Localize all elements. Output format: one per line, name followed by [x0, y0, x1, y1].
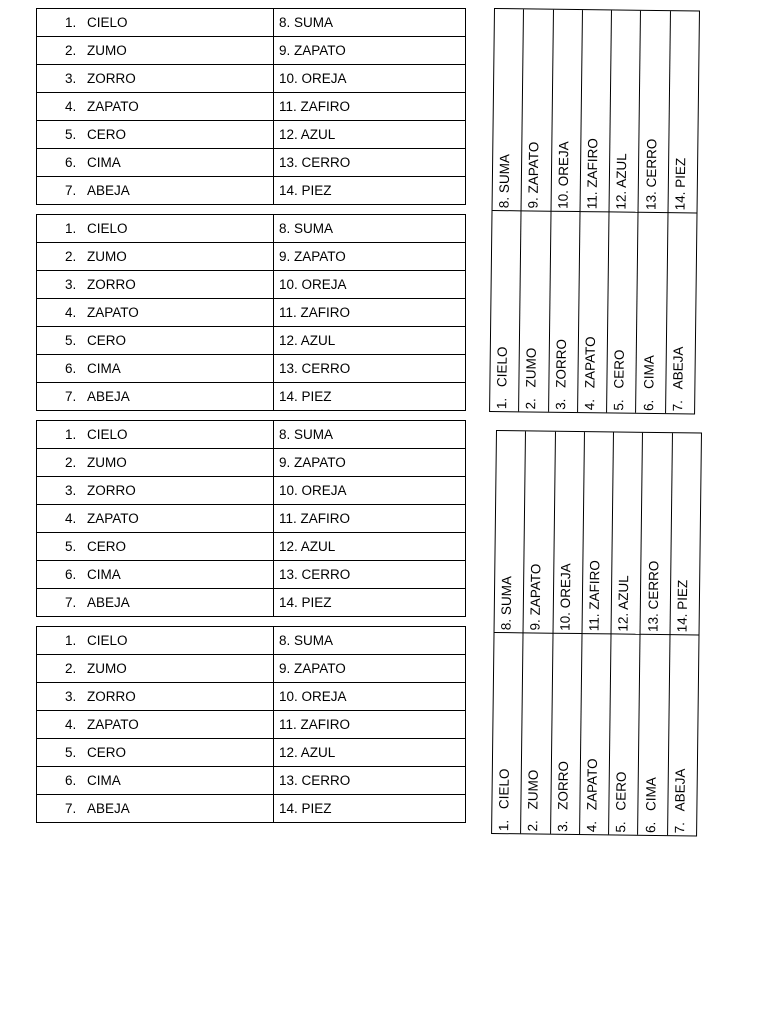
card-top-cell — [670, 433, 701, 635]
word-table-3 — [36, 420, 466, 617]
numbered-word — [611, 349, 628, 410]
word-table-4 — [36, 626, 466, 823]
word: 9. ZAPATO — [525, 141, 542, 209]
left-cell — [37, 355, 274, 383]
vertical-card-grid — [489, 8, 700, 414]
card-top-cell — [551, 10, 582, 212]
table-row — [37, 215, 466, 243]
word-table-body — [37, 421, 466, 617]
word: 14. PIEZ — [674, 579, 691, 632]
table-row — [37, 589, 466, 617]
item-number: 3. — [65, 689, 77, 704]
card-bottom-cell — [549, 211, 580, 412]
item-number: 5. — [613, 821, 629, 833]
right-cell: 9. ZAPATO — [274, 243, 466, 271]
word: CIELO — [87, 633, 128, 648]
right-cell: 10. OREJA — [274, 477, 466, 505]
item-number: 7. — [65, 595, 77, 610]
word: ABEJA — [87, 595, 130, 610]
table-row — [37, 711, 466, 739]
numbered-word — [555, 761, 572, 832]
right-cell: 11. ZAFIRO — [274, 93, 466, 121]
item-number: 3. — [552, 398, 568, 410]
word-table-2 — [36, 214, 466, 411]
item-number: 1. — [65, 15, 77, 30]
card-bottom-cell — [521, 633, 552, 834]
numbered-word — [524, 348, 541, 410]
item-number: 2. — [65, 43, 77, 58]
card-column — [579, 432, 613, 834]
word: 9. ZAPATO — [527, 563, 544, 631]
word: 8. SUMA — [498, 575, 515, 630]
card-top-cell — [610, 10, 641, 212]
numbered-word — [672, 768, 689, 833]
right-cell: 8. SUMA — [274, 9, 466, 37]
word: CERO — [87, 333, 127, 348]
item-number: 5. — [65, 127, 77, 142]
table-row — [37, 93, 466, 121]
item-number: 5. — [65, 333, 77, 348]
left-cell — [37, 561, 274, 589]
card-column — [665, 11, 699, 413]
left-cell — [37, 505, 274, 533]
word: ZORRO — [555, 761, 571, 810]
item-number: 6. — [640, 399, 656, 412]
word: ABEJA — [670, 346, 686, 390]
card-column — [606, 10, 640, 412]
card-column — [492, 431, 525, 833]
left-cell — [37, 121, 274, 149]
card-top-cell — [668, 11, 699, 213]
table-row — [37, 627, 466, 655]
table-row — [37, 271, 466, 299]
word: ZUMO — [523, 347, 540, 388]
table-row — [37, 327, 466, 355]
table-row — [37, 561, 466, 589]
item-number: 7. — [669, 399, 686, 412]
word: 12. AZUL — [615, 574, 632, 632]
card-bottom-cell — [636, 212, 667, 413]
card-bottom-cell — [609, 634, 640, 835]
item-number: 6. — [65, 155, 77, 170]
left-cell — [37, 37, 274, 65]
word: 10. OREJA — [555, 140, 572, 209]
table-row — [37, 795, 466, 823]
left-cell — [37, 177, 274, 205]
word: CIMA — [87, 155, 121, 170]
card-column — [635, 11, 669, 413]
table-row — [37, 37, 466, 65]
word: ZORRO — [87, 71, 136, 86]
word: ZUMO — [87, 455, 127, 470]
table-row — [37, 243, 466, 271]
left-cell — [37, 655, 274, 683]
left-cell — [37, 533, 274, 561]
vertical-card-grid — [491, 430, 702, 836]
right-cell: 12. AZUL — [274, 739, 466, 767]
right-cell: 8. SUMA — [274, 215, 466, 243]
numbered-word — [643, 777, 660, 833]
right-cell: 13. CERRO — [274, 355, 466, 383]
word: CIMA — [87, 567, 121, 582]
item-number: 7. — [65, 183, 77, 198]
card-column — [667, 433, 701, 835]
table-row — [37, 655, 466, 683]
card-column — [520, 431, 554, 833]
card-bottom-cell — [551, 633, 582, 834]
right-cell: 13. CERRO — [274, 561, 466, 589]
right-cell: 14. PIEZ — [274, 177, 466, 205]
word-table-body — [37, 215, 466, 411]
card-bottom-cell — [580, 634, 611, 835]
word: 11. ZAFIRO — [586, 559, 603, 631]
word: CIELO — [87, 221, 128, 236]
item-number: 4. — [582, 398, 598, 411]
card-column — [637, 433, 671, 835]
item-number: 1. — [496, 819, 512, 832]
item-number: 5. — [65, 745, 77, 760]
left-cell — [37, 299, 274, 327]
right-cell: 10. OREJA — [274, 271, 466, 299]
left-cell — [37, 589, 274, 617]
word: CIELO — [496, 768, 513, 810]
numbered-word — [553, 339, 570, 410]
word: ZORRO — [553, 339, 569, 388]
item-number: 2. — [65, 455, 77, 470]
item-number: 7. — [65, 801, 77, 816]
item-number: 1. — [65, 221, 77, 236]
item-number: 7. — [65, 389, 77, 404]
numbered-word — [670, 346, 687, 411]
word: ZUMO — [87, 249, 127, 264]
right-cell: 13. CERRO — [274, 149, 466, 177]
card-top-cell — [524, 431, 555, 633]
word: 13. CERRO — [643, 138, 659, 210]
card-column — [608, 432, 642, 834]
item-number: 1. — [65, 427, 77, 442]
right-cell: 11. ZAFIRO — [274, 505, 466, 533]
table-row — [37, 9, 466, 37]
word: 8. SUMA — [496, 153, 513, 208]
item-number: 4. — [65, 511, 77, 526]
word: CERO — [87, 539, 127, 554]
word: ABEJA — [672, 768, 688, 812]
left-cell — [37, 149, 274, 177]
left-cell — [37, 65, 274, 93]
word: CERO — [87, 127, 127, 142]
card-bottom-cell — [578, 212, 609, 413]
card-column — [577, 10, 611, 412]
numbered-word — [613, 771, 630, 832]
item-number: 1. — [65, 633, 77, 648]
table-row — [37, 421, 466, 449]
right-cell: 14. PIEZ — [274, 383, 466, 411]
right-cell: 14. PIEZ — [274, 589, 466, 617]
card-column — [548, 10, 582, 412]
right-cell: 8. SUMA — [274, 421, 466, 449]
card-bottom-cell — [638, 634, 669, 835]
card-column — [550, 432, 584, 834]
word: ZUMO — [525, 769, 542, 810]
right-cell: 11. ZAFIRO — [274, 299, 466, 327]
item-number: 2. — [523, 398, 539, 410]
left-cell — [37, 711, 274, 739]
numbered-word — [582, 336, 599, 410]
word: ABEJA — [87, 183, 130, 198]
item-number: 4. — [65, 99, 77, 114]
word: ZAPATO — [87, 717, 139, 732]
item-number: 6. — [65, 567, 77, 582]
left-cell — [37, 271, 274, 299]
item-number: 3. — [65, 277, 77, 292]
word: ZORRO — [87, 689, 136, 704]
right-cell: 13. CERRO — [274, 767, 466, 795]
word: CERO — [611, 349, 628, 389]
word: CERO — [613, 771, 630, 811]
left-cell — [37, 767, 274, 795]
card-top-cell — [495, 431, 526, 633]
word: 11. ZAFIRO — [584, 137, 601, 209]
card-top-cell — [612, 432, 643, 634]
word: CERO — [87, 745, 127, 760]
numbered-word — [496, 769, 513, 832]
left-cell — [37, 449, 274, 477]
left-cell — [37, 477, 274, 505]
card-bottom-cell — [492, 632, 523, 833]
right-cell: 12. AZUL — [274, 121, 466, 149]
word: 14. PIEZ — [672, 157, 689, 210]
item-number: 4. — [584, 820, 600, 833]
table-row — [37, 533, 466, 561]
right-cell: 11. ZAFIRO — [274, 711, 466, 739]
item-number: 2. — [65, 249, 77, 264]
card-top-cell — [580, 10, 611, 212]
word: 12. AZUL — [613, 152, 630, 210]
card-bottom-cell — [666, 213, 697, 414]
left-cell — [37, 243, 274, 271]
word: 10. OREJA — [557, 562, 574, 631]
left-cell — [37, 327, 274, 355]
right-cell: 9. ZAPATO — [274, 655, 466, 683]
item-number: 4. — [65, 717, 77, 732]
table-row — [37, 683, 466, 711]
item-number: 2. — [525, 820, 541, 832]
word: ZUMO — [87, 661, 127, 676]
word: ABEJA — [87, 801, 130, 816]
word: ZORRO — [87, 277, 136, 292]
left-cell — [37, 739, 274, 767]
word: CIMA — [87, 773, 121, 788]
table-row — [37, 505, 466, 533]
table-row — [37, 477, 466, 505]
card-bottom-cell — [607, 212, 638, 413]
word: ZAPATO — [87, 99, 139, 114]
word-table-body — [37, 9, 466, 205]
word-table-body — [37, 627, 466, 823]
item-number: 3. — [554, 820, 570, 832]
left-cell — [37, 683, 274, 711]
word: CIMA — [640, 355, 657, 390]
table-row — [37, 767, 466, 795]
word: CIELO — [87, 15, 128, 30]
card-top-cell — [493, 9, 524, 211]
table-row — [37, 65, 466, 93]
right-cell: 10. OREJA — [274, 683, 466, 711]
card-top-cell — [639, 11, 670, 213]
right-cell: 12. AZUL — [274, 327, 466, 355]
right-cell: 8. SUMA — [274, 627, 466, 655]
card-top-cell — [641, 433, 672, 635]
word: CIELO — [494, 346, 511, 388]
right-cell: 9. ZAPATO — [274, 449, 466, 477]
card-bottom-cell — [519, 211, 550, 412]
word: CIMA — [642, 777, 659, 812]
word: ZORRO — [87, 483, 136, 498]
word: ABEJA — [87, 389, 130, 404]
word: ZAPATO — [87, 305, 139, 320]
card-column — [490, 9, 523, 411]
left-cell — [37, 383, 274, 411]
numbered-word — [526, 770, 543, 832]
item-number: 2. — [65, 661, 77, 676]
numbered-word — [584, 758, 601, 832]
word: ZAPATO — [582, 336, 598, 389]
word: CIMA — [87, 361, 121, 376]
card-top-cell — [522, 9, 553, 211]
word: ZUMO — [87, 43, 127, 58]
item-number: 7. — [671, 821, 688, 834]
card-column — [518, 9, 552, 411]
right-cell: 10. OREJA — [274, 65, 466, 93]
word: ZAPATO — [87, 511, 139, 526]
item-number: 6. — [65, 361, 77, 376]
left-cell — [37, 9, 274, 37]
table-row — [37, 449, 466, 477]
right-cell: 14. PIEZ — [274, 795, 466, 823]
word: 13. CERRO — [645, 560, 661, 632]
table-row — [37, 177, 466, 205]
word: ZAPATO — [584, 758, 600, 811]
item-number: 5. — [65, 539, 77, 554]
left-cell — [37, 421, 274, 449]
item-number: 3. — [65, 483, 77, 498]
word: CIELO — [87, 427, 128, 442]
word-table-1 — [36, 8, 466, 205]
card-bottom-cell — [668, 635, 699, 836]
left-cell — [37, 215, 274, 243]
table-row — [37, 299, 466, 327]
left-cell — [37, 627, 274, 655]
item-number: 6. — [65, 773, 77, 788]
numbered-word — [494, 347, 511, 410]
item-number: 1. — [494, 397, 510, 410]
left-cell — [37, 795, 274, 823]
table-row — [37, 739, 466, 767]
table-row — [37, 121, 466, 149]
card-top-cell — [553, 432, 584, 634]
table-row — [37, 355, 466, 383]
left-cell — [37, 93, 274, 121]
item-number: 4. — [65, 305, 77, 320]
numbered-word — [641, 355, 658, 411]
item-number: 3. — [65, 71, 77, 86]
card-bottom-cell — [490, 210, 521, 411]
right-cell: 9. ZAPATO — [274, 37, 466, 65]
item-number: 5. — [611, 399, 627, 411]
card-top-cell — [582, 432, 613, 634]
right-cell: 12. AZUL — [274, 533, 466, 561]
item-number: 6. — [642, 821, 658, 834]
table-row — [37, 383, 466, 411]
table-row — [37, 149, 466, 177]
